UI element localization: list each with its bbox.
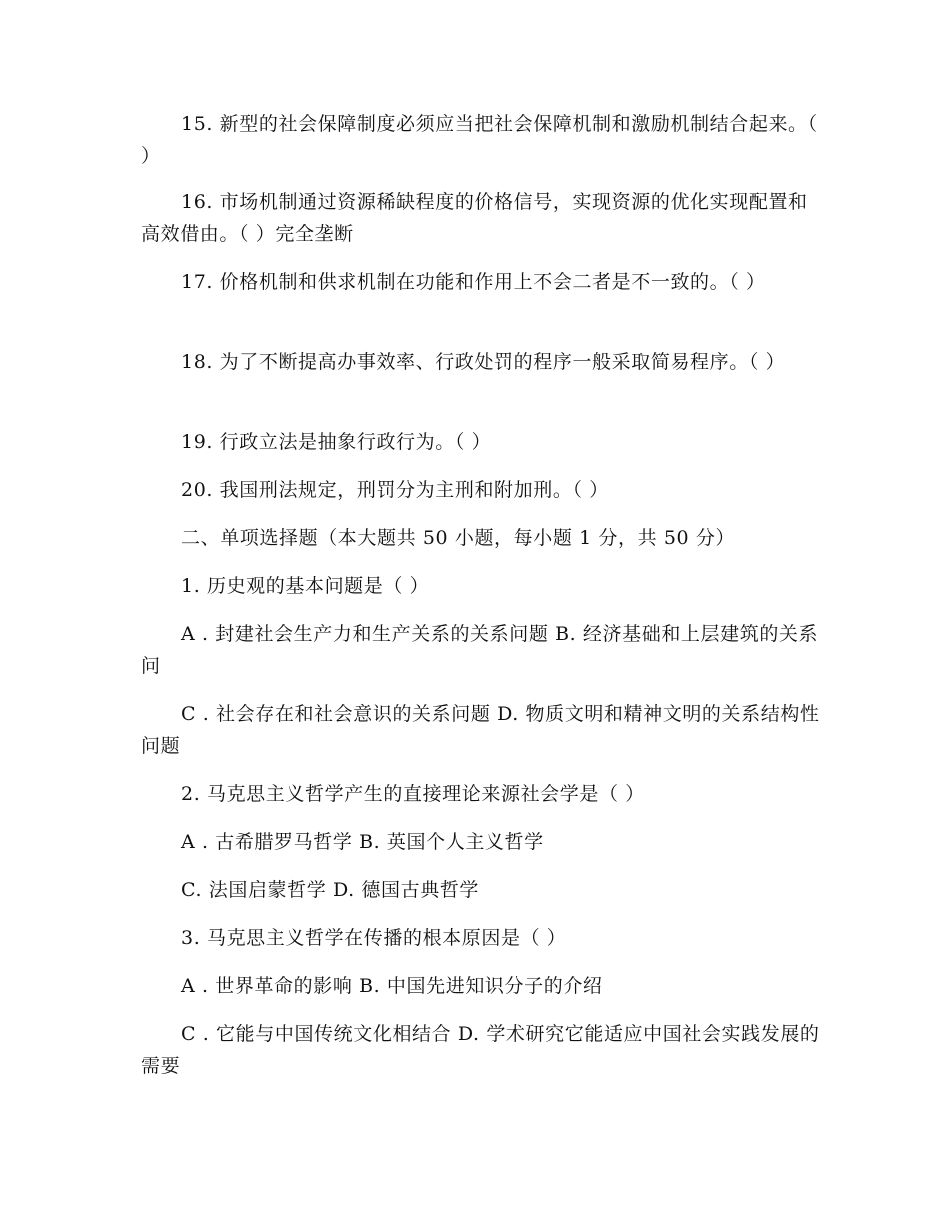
question-19-text: 19. 行政立法是抽象行政行为。（ ）	[181, 431, 492, 453]
mc-question-1-text: 1. 历史观的基本问题是（ ）	[181, 575, 430, 597]
mc-question-2-options-ab	[141, 826, 821, 858]
question-19	[141, 426, 821, 458]
mc-question-1-options-cd	[141, 698, 821, 762]
mc-question-2-text: 2. 马克思主义哲学产生的直接理论来源社会学是（ ）	[181, 783, 645, 805]
question-20-text: 20. 我国刑法规定，刑罚分为主刑和附加刑。（ ）	[181, 479, 609, 501]
question-17-text: 17. 价格机制和供求机制在功能和作用上不会二者是不一致的。（ ）	[181, 271, 766, 293]
mc-question-2-options-cd-text: C. 法国启蒙哲学 D. 德国古典哲学	[181, 879, 480, 901]
question-20	[141, 474, 821, 506]
question-18	[141, 346, 821, 378]
mc-question-3-options-cd-text: C . 它能与中国传统文化相结合 D. 学术研究它能适应中国社会实践发展的需要	[141, 1023, 820, 1077]
mc-question-1	[141, 570, 821, 602]
question-17	[141, 266, 821, 298]
mc-question-1-options-ab-text: A . 封建社会生产力和生产关系的关系问题 B. 经济基础和上层建筑的关系问	[141, 623, 819, 677]
mc-question-3	[141, 922, 821, 954]
section-heading-text: 二、单项选择题（本大题共 50 小题，每小题 1 分，共 50 分）	[181, 527, 736, 549]
mc-question-3-options-ab	[141, 970, 821, 1002]
mc-question-1-options-cd-text: C . 社会存在和社会意识的关系问题 D. 物质文明和精神文明的关系结构性问题	[141, 703, 820, 757]
question-16	[141, 186, 821, 250]
question-15-text: 15. 新型的社会保障制度必须应当把社会保障机制和激励机制结合起来。（ ）	[141, 113, 825, 167]
mc-question-2-options-ab-text: A . 古希腊罗马哲学 B. 英国个人主义哲学	[181, 831, 544, 853]
section-heading	[141, 522, 821, 554]
mc-question-3-options-cd	[141, 1018, 821, 1082]
mc-question-2-options-cd	[141, 874, 821, 906]
mc-question-1-options-ab	[141, 618, 821, 682]
question-16-text: 16. 市场机制通过资源稀缺程度的价格信号，实现资源的优化实现配置和高效借由。（ ）完全垄断	[141, 191, 808, 245]
question-18-text: 18. 为了不断提高办事效率、行政处罚的程序一般采取简易程序。（ ）	[181, 351, 786, 373]
mc-question-3-text: 3. 马克思主义哲学在传播的根本原因是（ ）	[181, 927, 567, 949]
mc-question-2	[141, 778, 821, 810]
question-15	[141, 108, 825, 172]
mc-question-3-options-ab-text: A . 世界革命的影响 B. 中国先进知识分子的介绍	[181, 975, 603, 997]
